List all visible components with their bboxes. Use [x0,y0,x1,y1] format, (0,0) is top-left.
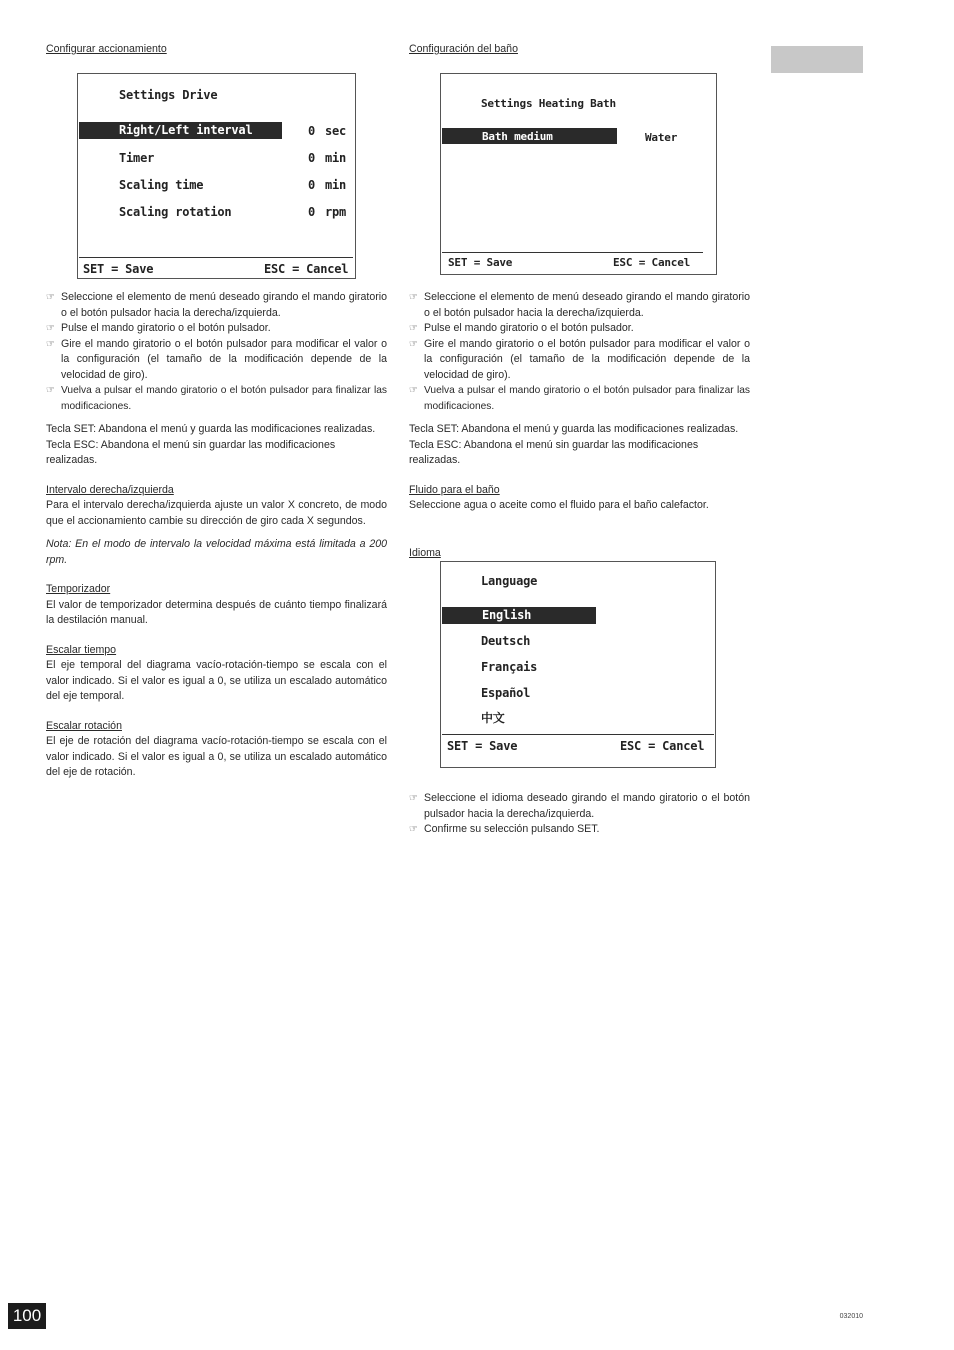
list-item: ☞ Vuelva a pulsar el mando giratorio o el botón pulsador para finalizar las modificaciones. [409,383,750,414]
list-item: ☞ Seleccione el elemento de menú deseado girando el mando giratorio o el botón pulsador hacia la derecha/izquierda. [409,290,750,321]
screen-title: Settings Drive [119,88,218,102]
section-text-timer: El valor de temporizador determina después de cuánto tiempo finalizará la destilación manual. [46,598,387,626]
section-heading-drive: Configurar accionamiento [46,43,167,55]
language-option-espanol[interactable]: Español [481,686,531,700]
row-value-scaling-rotation: 0 [308,205,316,219]
footer-save: SET = Save [447,739,518,753]
language-instructions [409,791,750,838]
section-title-interval: Intervalo derecha/izquierda [46,483,174,496]
bath-medium-value: Water [645,131,678,144]
section-title-scale-time: Escalar tiempo [46,643,117,656]
screen-title: Settings Heating Bath [481,97,616,110]
selected-value: 0 [308,124,316,138]
screen-footer-divider [442,734,714,735]
left-column [46,42,387,58]
left-instructions [46,290,387,414]
footer-cancel: ESC = Cancel [264,262,349,276]
selected-label: Right/Left interval [119,123,253,137]
list-item: ☞ Pulse el mando giratorio o el botón pulsador. [409,321,750,337]
row-unit-scaling-time: min [325,178,347,192]
language-option-francais[interactable]: Français [481,660,538,674]
row-value-scaling-time: 0 [308,178,316,192]
right-column [409,42,750,58]
row-unit-timer: min [325,151,347,165]
key-esc-text: Tecla ESC: Abandona el menú sin guardar las modificaciones realizadas. [46,438,336,466]
section-text-fluid: Seleccione agua o aceite como el fluido para el baño calefactor. [409,499,709,511]
section-title-fluid: Fluido para el baño [409,483,500,496]
row-label-scaling-time[interactable]: Scaling time [119,178,204,192]
selected-language: English [482,608,532,622]
list-item: ☞ Gire el mando giratorio o el botón pulsador para modificar el valor o la configuración (el tamaño de la modificación depende de la velocidad de giro). [409,337,750,384]
list-item: ☞ Vuelva a pulsar el mando giratorio o el botón pulsador para finalizar las modificaciones. [46,383,387,414]
row-unit-scaling-rotation: rpm [325,205,347,219]
section-heading-bath: Configuración del baño [409,43,518,55]
selected-unit: sec [325,124,347,138]
section-title-language: Idioma [409,546,441,559]
selected-label: Bath medium [482,130,553,143]
footer-save: SET = Save [83,262,154,276]
screen-title: Language [481,574,538,588]
settings-bath-screen [440,73,717,275]
interval-note: Nota: En el modo de intervalo la velocidad máxima está limitada a 200 rpm. [46,538,387,566]
right-instructions [409,290,750,414]
list-item: ☞ Confirme su selección pulsando SET. [409,822,750,838]
key-esc-text: Tecla ESC: Abandona el menú sin guardar las modificaciones realizadas. [409,438,699,466]
screen-footer-divider [79,257,353,258]
footer-cancel: ESC = Cancel [613,256,691,269]
language-tab-marker [771,46,863,73]
document-code: 032010 [839,1313,863,1320]
footer-cancel: ESC = Cancel [620,739,705,753]
key-set-text: Tecla SET: Abandona el menú y guarda las modificaciones realizadas. [46,423,376,435]
footer-save: SET = Save [448,256,513,269]
page-number: 100 [8,1303,46,1329]
list-item: ☞ Seleccione el idioma deseado girando el mando giratorio o el botón pulsador hacia la derecha/izquierda. [409,791,750,822]
language-screen [440,561,716,768]
section-text-interval: Para el intervalo derecha/izquierda ajuste un valor X concreto, de modo que el accionamiento cambie su dirección de giro cada X segundos. [46,499,387,527]
screen-selected-row[interactable] [79,122,282,139]
language-option-selected[interactable] [442,607,596,624]
section-text-scale-rotation: El eje de rotación del diagrama vacío-rotación-tiempo se escala con el valor indicado. Si el valor es igual a 0, se utiliza un escalado automático del eje de rotación. [46,735,387,778]
row-value-timer: 0 [308,151,316,165]
row-label-scaling-rotation[interactable]: Scaling rotation [119,205,232,219]
section-title-scale-rotation: Escalar rotación [46,719,122,732]
language-option-chinese[interactable]: 中文 [481,711,505,725]
section-title-timer: Temporizador [46,583,111,595]
screen-footer-divider [442,252,703,253]
language-body [409,791,750,838]
language-option-deutsch[interactable]: Deutsch [481,634,531,648]
list-item: ☞ Gire el mando giratorio o el botón pulsador para modificar el valor o la configuración (el tamaño de la modificación depende de la velocidad de giro). [46,337,387,384]
settings-drive-screen [77,73,356,279]
right-body [409,290,750,561]
list-item: ☞ Pulse el mando giratorio o el botón pulsador. [46,321,387,337]
row-label-timer[interactable]: Timer [119,151,155,165]
section-text-scale-time: El eje temporal del diagrama vacío-rotación-tiempo se escala con el valor indicado. Si el valor es igual a 0, se utiliza un escalado automático del eje temporal. [46,659,387,702]
key-set-text: Tecla SET: Abandona el menú y guarda las modificaciones realizadas. [409,423,739,435]
left-body [46,290,387,781]
list-item: ☞ Seleccione el elemento de menú deseado girando el mando giratorio o el botón pulsador hacia la derecha/izquierda. [46,290,387,321]
screen-selected-row[interactable] [442,128,617,144]
